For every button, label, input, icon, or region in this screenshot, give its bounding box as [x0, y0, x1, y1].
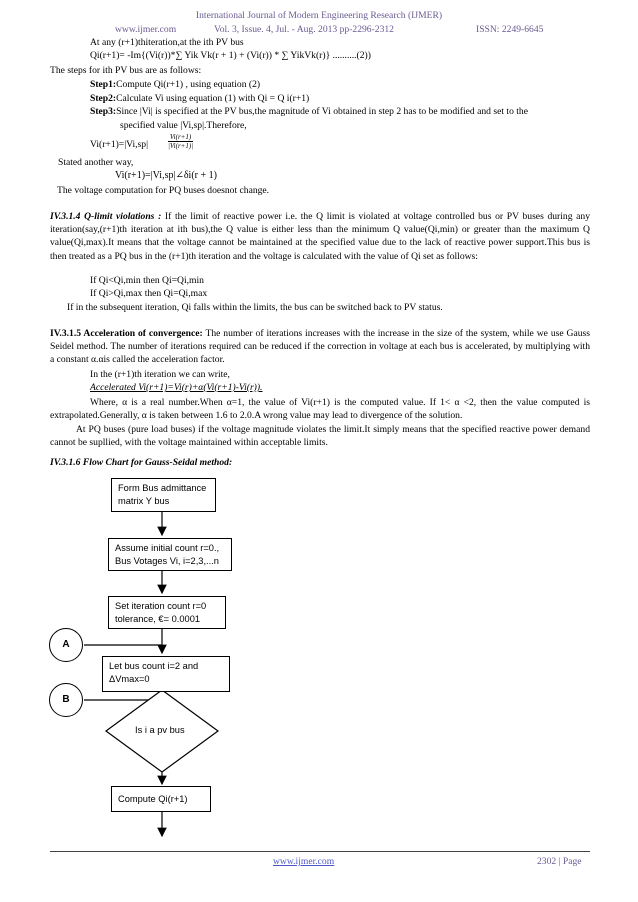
- acceleration-text: The number of iterations increases with the increase in the size of the system, while we use Gauss Seidel method. The number of iterations required can be reduced if the correction in voltage at each bus is accelerated, by multiplying with a constant α.αis called the acceleration factor.: [50, 328, 590, 366]
- acceleration-heading: IV.3.1.5 Acceleration of convergence:: [50, 328, 203, 339]
- flow-box-bus-count: [102, 656, 230, 692]
- fraction-denominator: |Vi(r+1)|: [168, 142, 194, 150]
- decision-text: Is i a pv bus: [135, 725, 185, 735]
- q-limit-text: If the limit of reactive power i.e. the Q limit is violated at voltage controlled bus or PV buses during any iteration(say,(r+1)th iteration at ith bus),the Q value is either less than the minimum Q value(Qi,min) or greater than the maximum Q value(Qi,max).It means that the voltage cannot be maintained at the specified value due to the lack of reactive power support.This bus is then treated as a PQ bus in the (r+1)th iteration and the voltage is calculated with the value of Qi set as follows:: [50, 211, 591, 262]
- flow-box-bus-count-line1: Let bus count i=2 and: [109, 661, 199, 671]
- flow-box-iteration-line2: tolerance, €= 0.0001: [115, 613, 201, 624]
- q-limit-tail: If in the subsequent iteration, Qi falls within the limits, the bus can be switched back to PV status.: [67, 302, 443, 313]
- step-2-text: Calculate Vi using equation (1) with Qi = Q i(r+1): [116, 93, 310, 104]
- flow-box-iteration: [108, 596, 226, 629]
- header-volume: Vol. 3, Issue. 4, Jul. - Aug. 2013 pp-2296-2312: [214, 24, 394, 35]
- acceleration-equation: Accelerated Vi(r+1)=Vi(r)+α(Vi(r+1)-Vi(r)).: [90, 382, 263, 393]
- footer-rule: [50, 851, 590, 852]
- flow-box-iteration-line1: Set iteration count r=0: [115, 601, 207, 611]
- step-3-label: Step3:: [90, 106, 117, 117]
- flow-box-form-ybus-line2: matrix Y bus: [118, 495, 170, 506]
- flow-box-form-ybus-line1: Form Bus admittance: [118, 483, 207, 493]
- stated-another-way: Stated another way,: [58, 157, 134, 168]
- flow-box-compute-q: [111, 786, 211, 812]
- steps-intro: The steps for ith PV bus are as follows:: [50, 65, 202, 76]
- pq-bus-text: At PQ buses (pure load buses) if the voltage magnitude violates the limit.It simply means that the specified reactive power demand cannot be supllied, with the voltage maintained within acceptable limits.: [50, 424, 590, 449]
- step-2-label: Step2:: [90, 93, 117, 104]
- flow-box-compute-q-text: Compute Qi(r+1): [118, 794, 188, 804]
- flow-box-initial-line2: Bus Votages Vi, i=2,3,...n: [115, 555, 219, 566]
- line-iteration: At any (r+1)thiteration,at the ith PV bus: [90, 37, 244, 48]
- page-number: 2302 | Page: [537, 856, 582, 867]
- q-limit-rule-1: If Qi<Qi,min then Qi=Qi,min: [90, 275, 204, 286]
- header-issn: ISSN: 2249-6645: [476, 24, 544, 35]
- pq-no-change: The voltage computation for PQ buses doesnot change.: [57, 185, 270, 196]
- flow-box-initial: [108, 538, 232, 571]
- step-1-label: Step1:: [90, 79, 117, 90]
- flow-box-form-ybus: [111, 478, 216, 512]
- flow-box-initial-line1: Assume initial count r=0.,: [115, 543, 220, 553]
- step-1-text: Compute Qi(r+1) , using equation (2): [116, 79, 261, 90]
- acceleration-intro: In the (r+1)th iteration we can write,: [90, 369, 230, 380]
- equation-2: Qi(r+1)= -Im{(Vi(r))*∑ Yik Vk(r + 1) + (Vi(r)) * ∑ YikVk(r)} ..........(2)): [90, 50, 371, 61]
- fraction-numerator: Vi(r+1): [169, 133, 192, 141]
- equation-v: Vi(r+1)=|Vi,sp|: [90, 139, 149, 150]
- equation-v-angle: Vi(r+1)=|Vi,sp|∠δi(r + 1): [115, 170, 217, 181]
- header-site-link[interactable]: www.ijmer.com: [115, 24, 177, 35]
- step-3-continued: specified value |Vi,sp|.Therefore,: [120, 120, 247, 131]
- q-limit-rule-2: If Qi>Qi,max then Qi=Qi,max: [90, 288, 208, 299]
- q-limit-heading: IV.3.1.4 Q-limit violations :: [50, 211, 162, 222]
- connector-b: B: [49, 683, 83, 717]
- journal-title: International Journal of Modern Engineering Research (IJMER): [195, 10, 443, 21]
- flowchart-title: IV.3.1.6 Flow Chart for Gauss-Seidal method:: [50, 457, 233, 468]
- footer-site-link[interactable]: www.ijmer.com: [273, 856, 335, 867]
- flow-box-bus-count-line2: ΔVmax=0: [109, 673, 150, 684]
- acceleration-where-text: Where, α is a real number.When α=1, the value of Vi(r+1) is the computed value. If 1< α <2, then the value computed is extrapolated.Generally, α is taken between 1.6 to 2.0.A wrong value may lead to divergence of the solution.: [50, 397, 590, 422]
- step-3-text: Since |Vi| is specified at the PV bus,the magnitude of Vi obtained in step 2 has to be modified and set to the: [116, 106, 528, 117]
- connector-a: A: [49, 628, 83, 662]
